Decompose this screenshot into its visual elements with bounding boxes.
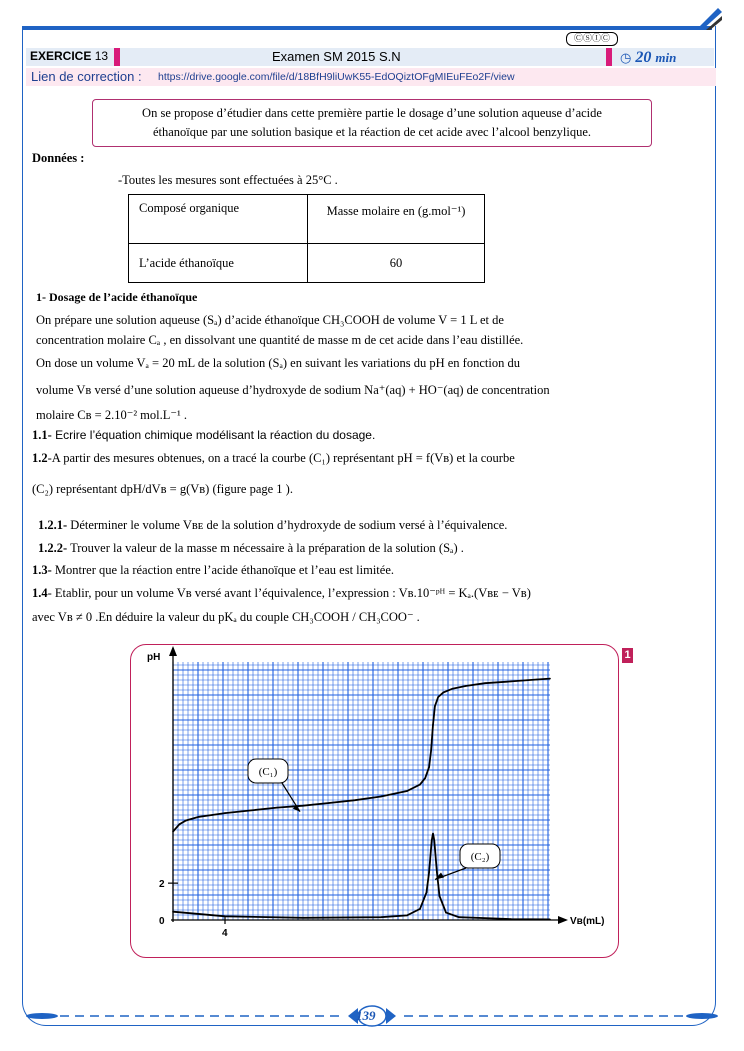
data-point-c2	[458, 916, 460, 918]
question-1-3	[32, 563, 394, 578]
data-point-c2	[549, 919, 551, 921]
figure-number: 1	[622, 648, 633, 663]
data-point-c1	[224, 812, 226, 814]
question-text: Trouver la valeur de la masse m nécessaire à la préparation de la solution (Sₐ) .	[67, 541, 464, 555]
exam-title: Examen SM 2015 S.N	[272, 49, 401, 64]
question-number: 1.2.2-	[38, 541, 68, 555]
data-point-c2	[431, 840, 433, 842]
data-point-c2	[428, 871, 430, 873]
data-point-c2	[380, 916, 382, 918]
data-point-c1	[465, 685, 467, 687]
donnees-title: Données :	[32, 151, 85, 165]
data-point-c1	[443, 692, 445, 694]
question-text: Montrer que la réaction entre l’acide éthanoïque et l’eau est limitée.	[51, 563, 395, 577]
data-point-c2	[406, 915, 408, 917]
data-point-c1	[432, 724, 434, 726]
data-point-c1	[198, 816, 200, 818]
data-point-c1	[549, 678, 551, 680]
correction-link[interactable]: https://drive.google.com/file/d/18BfH9liUwK55-EdOQiztOFgMIEuFEo2F/view	[158, 71, 515, 83]
question-text: - Etablir, pour un volume Vʙ versé avant l’équivalence, l’expression : Vʙ.10⁻ᵖᴴ = Kₐ.(Vʙᴇ − Vʙ)	[47, 586, 531, 600]
data-point-c1	[393, 793, 395, 795]
page-number: 139	[356, 1008, 376, 1023]
data-point-c1	[406, 790, 408, 792]
table-header-mass: Masse molaire en (g.mol⁻¹)	[308, 195, 485, 244]
data-point-c1	[276, 807, 278, 809]
data-point-c2	[510, 918, 512, 920]
paragraph-line: molaire Cʙ = 2.10⁻² mol.L⁻¹ .	[36, 408, 187, 422]
titration-chart	[130, 644, 619, 958]
question-1-2-2	[38, 541, 464, 556]
question-1-2	[32, 451, 515, 466]
question-number: 1.1-	[32, 428, 52, 442]
data-point-c1	[185, 820, 187, 822]
data-point-c1	[419, 784, 421, 786]
data-point-c1	[302, 805, 304, 807]
paragraph-line: concentration molaire Cₐ , en dissolvant une quantité de masse m de cet acide dans l’eau distillée.	[36, 333, 524, 347]
origin-label: 0	[159, 916, 165, 927]
time-value: 20	[635, 49, 652, 66]
molar-mass-table	[128, 194, 485, 283]
x-axis-label: Vʙ(mL)	[570, 916, 605, 927]
table-header-compound: Composé organique	[129, 195, 308, 244]
data-point-c2	[434, 840, 436, 842]
question-text: -A partir des mesures obtenues, on a tracé la courbe (C₁) représentant pH = f(Vʙ) et la courbe	[47, 451, 515, 465]
x-axis-arrow	[558, 916, 568, 924]
license-badge: ⒸⓈⒾⒸ	[566, 32, 618, 46]
correction-label: Lien de correction :	[31, 69, 142, 84]
data-point-c2	[419, 908, 421, 910]
data-point-c2	[445, 912, 447, 914]
temperature-note: -Toutes les mesures sont effectuées à 25°C .	[118, 173, 338, 187]
question-1-1	[32, 428, 375, 443]
time-unit: min	[655, 50, 677, 65]
data-point-c1	[536, 679, 538, 681]
clock-icon: ◷	[620, 50, 632, 65]
data-point-c1	[437, 696, 439, 698]
data-point-c2	[172, 911, 174, 913]
question-number: 1.4	[32, 586, 48, 600]
question-number: 1.2.1-	[38, 518, 68, 532]
y-tick-label: 2	[159, 879, 165, 891]
question-1-4-cont: avec Vʙ ≠ 0 .En déduire la valeur du pKₐ du couple CH₃COOH / CH₃COO⁻ .	[32, 610, 420, 624]
data-point-c1	[452, 688, 454, 690]
exercise-label-text: EXERCICE	[30, 49, 92, 63]
data-point-c2	[432, 833, 434, 835]
c1-label: (C₁)	[258, 766, 278, 778]
table-cell-compound: L’acide éthanoïque	[129, 244, 308, 283]
exercise-number: 13	[94, 49, 109, 63]
data-point-c1	[424, 777, 426, 779]
data-point-c1	[172, 831, 174, 833]
data-point-c1	[430, 750, 432, 752]
data-point-c1	[434, 705, 436, 707]
data-point-c2	[302, 917, 304, 919]
time-badge	[620, 49, 676, 67]
paragraph-line: volume Vʙ versé d’une solution aqueuse d’hydroxyde de sodium Na⁺(aq) + HO⁻(aq) de concentration	[36, 383, 550, 397]
header-accent-right	[606, 48, 612, 66]
grid-background	[173, 662, 550, 920]
x-tick-label: 4	[222, 928, 228, 939]
intro-line-1: On se propose d’étudier dans cette première partie le dosage d’une solution aqueuse d’acide	[142, 106, 602, 120]
data-point-c1	[179, 823, 181, 825]
chart-grid	[173, 662, 550, 920]
header-accent-left	[114, 48, 120, 66]
question-text: Ecrire l’équation chimique modélisant la réaction du dosage.	[51, 428, 376, 442]
data-point-c2	[426, 892, 428, 894]
c2-label: (C₂)	[470, 851, 490, 863]
data-point-c1	[250, 810, 252, 812]
data-point-c2	[224, 916, 226, 918]
data-point-c1	[328, 802, 330, 804]
section-title: 1- Dosage de l’acide éthanoïque	[36, 290, 198, 304]
exercise-label	[30, 49, 108, 63]
question-number: 1.3-	[32, 563, 52, 577]
paragraph-line: On prépare une solution aqueuse (Sₐ) d’acide éthanoïque CH₃COOH de volume V = 1 L et de	[36, 313, 504, 327]
paragraph-line: On dose un volume Vₐ = 20 mL de la solution (Sₐ) en suivant les variations du pH en fonction du	[36, 356, 520, 370]
question-number: 1.2	[32, 451, 48, 465]
data-point-c2	[439, 895, 441, 897]
y-axis-arrow	[169, 646, 177, 656]
data-point-c1	[484, 682, 486, 684]
question-text: Déterminer le volume Vʙᴇ de la solution d’hydroxyde de sodium versé à l’équivalence.	[67, 518, 508, 532]
data-point-c1	[211, 814, 213, 816]
corner-decoration	[688, 6, 724, 34]
intro-line-2: éthanoïque par une solution basique et la réaction de cet acide avec l’alcool benzylique.	[152, 125, 591, 139]
question-1-2-1	[38, 518, 507, 533]
question-1-4	[32, 585, 531, 601]
question-1-2-cont: (C₂) représentant dpH/dVʙ = g(Vʙ) (figure page 1 ).	[32, 482, 293, 496]
data-point-c1	[510, 681, 512, 683]
data-point-c1	[428, 766, 430, 768]
table-cell-mass: 60	[308, 244, 485, 283]
data-point-c1	[380, 796, 382, 798]
intro-box	[92, 99, 652, 147]
data-point-c1	[354, 799, 356, 801]
data-point-c2	[436, 871, 438, 873]
y-axis-label: pH	[147, 652, 161, 663]
